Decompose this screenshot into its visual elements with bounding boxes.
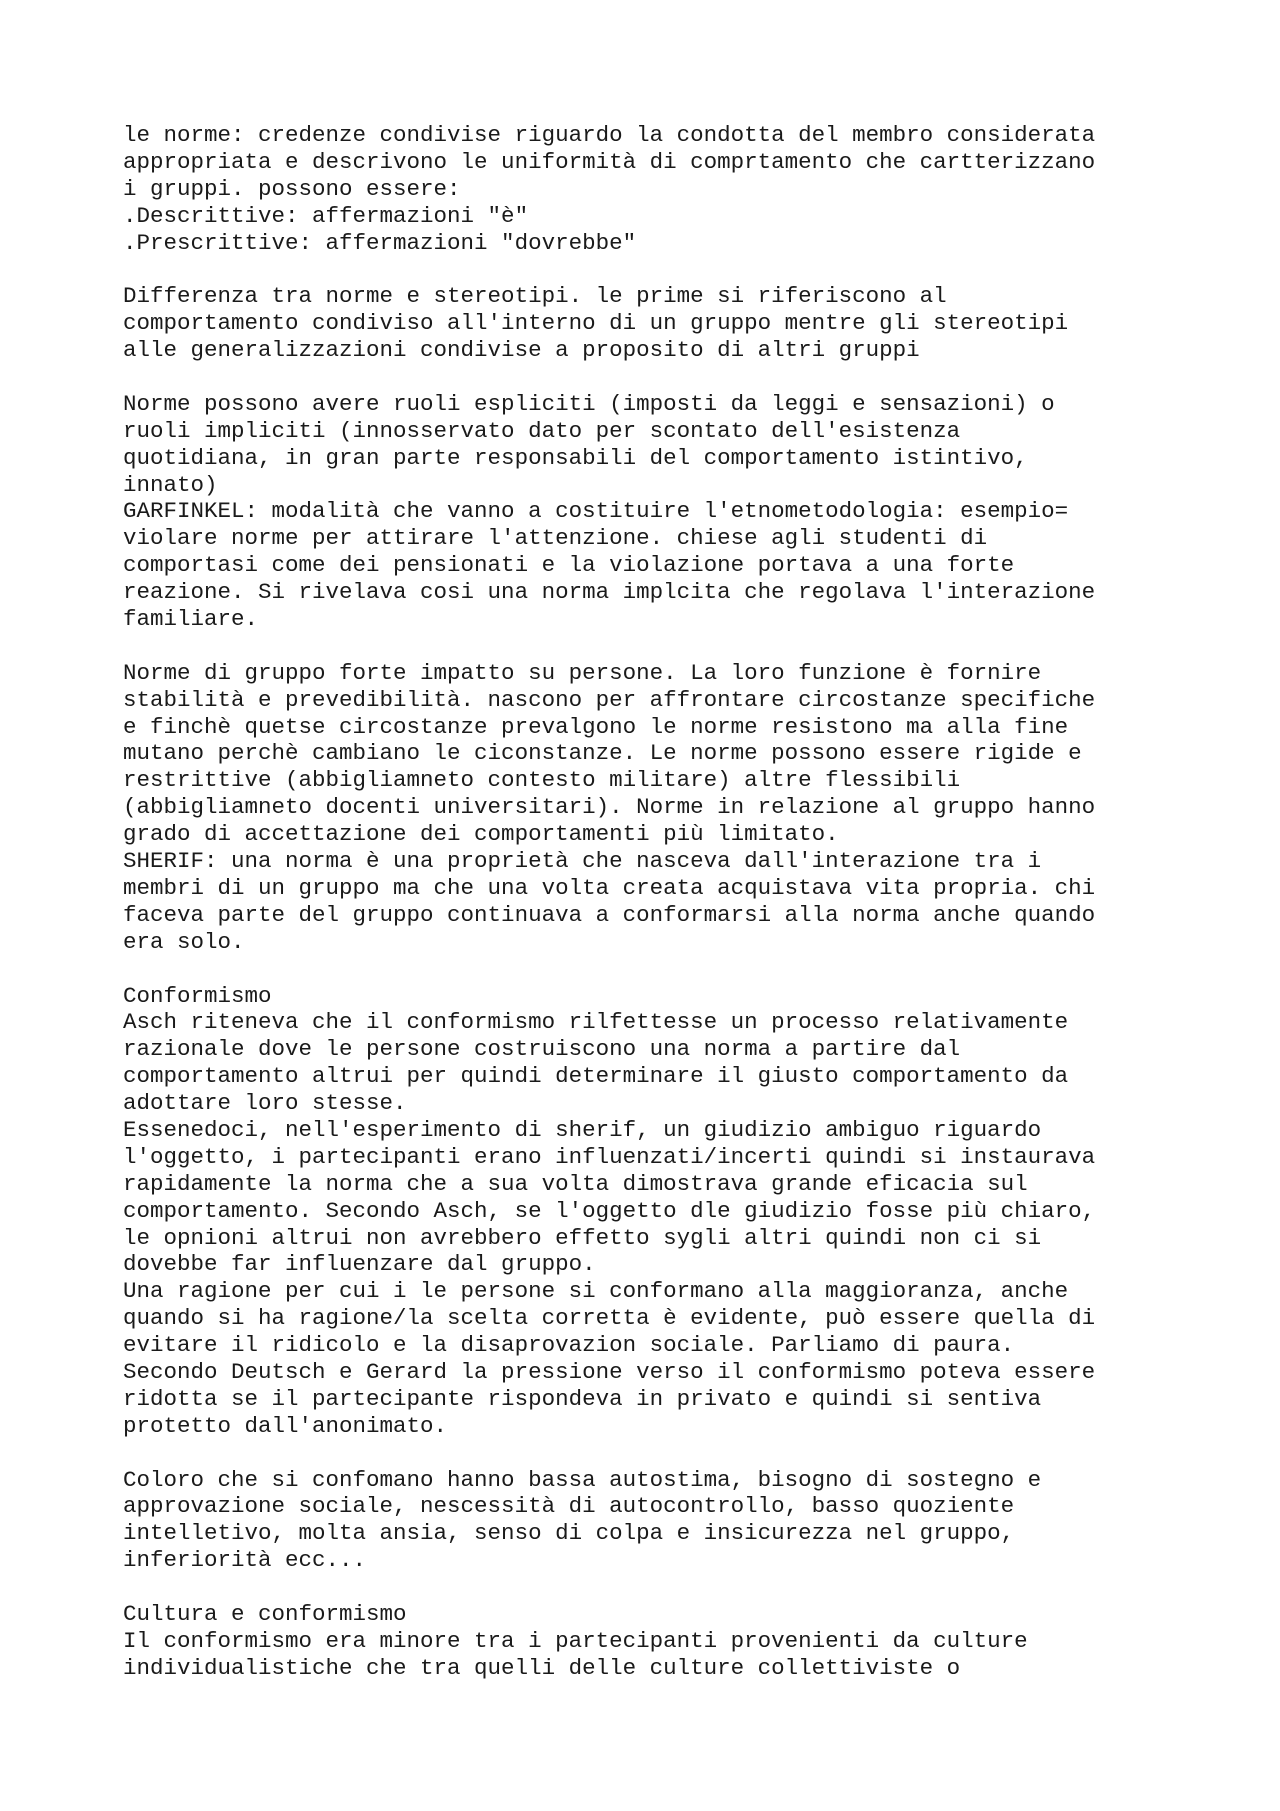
text-line: i gruppi. possono essere: (123, 175, 461, 202)
text-line: Differenza tra norme e stereotipi. le prime si riferiscono al (123, 283, 947, 310)
text-line: comportasi come dei pensionati e la violazione portava a una forte (123, 552, 1015, 579)
text-line: l'oggetto, i partecipanti erano influenzati/incerti quindi si instaurava (123, 1143, 1096, 1170)
text-line: ridotta se il partecipante rispondeva in privato e quindi si sentiva (123, 1385, 1042, 1412)
text-line (123, 256, 1243, 283)
text-line: appropriata e descrivono le uniformità di comprtamento che cartterizzano (123, 148, 1096, 175)
text-line: comportamento. Secondo Asch, se l'oggetto dle giudizio fosse più chiaro, (123, 1197, 1096, 1224)
text-line: faceva parte del gruppo continuava a conformarsi alla norma anche quando (123, 901, 1096, 928)
text-line: grado di accettazione dei comportamenti più limitato. (123, 821, 839, 848)
text-line (123, 1440, 1243, 1467)
text-line: Norme possono avere ruoli espliciti (imposti da leggi e sensazioni) o (123, 390, 1055, 417)
text-line: quotidiana, in gran parte responsabili del comportamento istintivo, (123, 444, 1028, 471)
text-line: Asch riteneva che il conformismo rilfettesse un processo relativamente (123, 1009, 1069, 1036)
text-line: individualistiche che tra quelli delle culture collettiviste o (123, 1654, 961, 1681)
text-line: stabilità e prevedibilità. nascono per affrontare circostanze specifiche (123, 686, 1096, 713)
text-line: intelletivo, molta ansia, senso di colpa e insicurezza nel gruppo, (123, 1520, 1015, 1547)
text-line: le opnioni altrui non avrebbero effetto sygli altri quindi non ci si (123, 1224, 1042, 1251)
text-line: protetto dall'anonimato. (123, 1412, 448, 1439)
text-line: era solo. (123, 928, 245, 955)
text-line: .Prescrittive: affermazioni "dovrebbe" (123, 229, 637, 256)
text-line (123, 364, 1243, 391)
text-line: membri di un gruppo ma che una volta creata acquistava vita propria. chi (123, 874, 1096, 901)
text-line: ruoli impliciti (innosservato dato per scontato dell'esistenza (123, 417, 961, 444)
text-line: GARFINKEL: modalità che vanno a costituire l'etnometodologia: esempio= (123, 498, 1069, 525)
text-line (123, 1574, 1243, 1601)
text-line: alle generalizzazioni condivise a proposito di altri gruppi (123, 337, 920, 364)
text-line: rapidamente la norma che a sua volta dimostrava grande eficacia sul (123, 1170, 1028, 1197)
text-line: inferiorità ecc... (123, 1547, 367, 1574)
text-line: reazione. Si rivelava cosi una norma implcita che regolava l'interazione (123, 579, 1096, 606)
text-line: violare norme per attirare l'attenzione. chiese agli studenti di (123, 525, 988, 552)
text-line: (abbigliamneto docenti universitari). Norme in relazione al gruppo hanno (123, 794, 1096, 821)
text-line: comportamento altrui per quindi determinare il giusto comportamento da (123, 1063, 1069, 1090)
text-line: dovebbe far influenzare dal gruppo. (123, 1251, 596, 1278)
text-line: Il conformismo era minore tra i partecipanti provenienti da culture (123, 1627, 1028, 1654)
text-line: Conformismo (123, 982, 272, 1009)
text-line: .Descrittive: affermazioni "è" (123, 202, 529, 229)
text-line: approvazione sociale, nescessità di autocontrollo, basso quoziente (123, 1493, 1015, 1520)
text-line: Norme di gruppo forte impatto su persone. La loro funzione è fornire (123, 659, 1042, 686)
text-line: comportamento condiviso all'interno di un gruppo mentre gli stereotipi (123, 310, 1069, 337)
text-line: SHERIF: una norma è una proprietà che nasceva dall'interazione tra i (123, 848, 1042, 875)
document-body (123, 122, 1243, 1682)
text-line: Cultura e conformismo (123, 1600, 407, 1627)
text-line: evitare il ridicolo e la disaprovazion sociale. Parliamo di paura. (123, 1332, 1015, 1359)
text-line: quando si ha ragione/la scelta corretta è evidente, può essere quella di (123, 1305, 1096, 1332)
text-line: restrittive (abbigliamneto contesto militare) altre flessibili (123, 767, 961, 794)
text-line: razionale dove le persone costruiscono una norma a partire dal (123, 1036, 961, 1063)
text-line: e finchè quetse circostanze prevalgono le norme resistono ma alla fine (123, 713, 1069, 740)
text-line (123, 633, 1243, 660)
text-line: le norme: credenze condivise riguardo la condotta del membro considerata (123, 122, 1096, 148)
text-line: mutano perchè cambiano le ciconstanze. Le norme possono essere rigide e (123, 740, 1082, 767)
text-line: Secondo Deutsch e Gerard la pressione verso il conformismo poteva essere (123, 1358, 1096, 1385)
text-line: innato) (123, 471, 218, 498)
text-line: Coloro che si confomano hanno bassa autostima, bisogno di sostegno e (123, 1466, 1042, 1493)
text-line: adottare loro stesse. (123, 1090, 407, 1117)
text-line: familiare. (123, 606, 259, 633)
text-line: Essenedoci, nell'esperimento di sherif, un giudizio ambiguo riguardo (123, 1116, 1042, 1143)
text-line: Una ragione per cui i le persone si conformano alla maggioranza, anche (123, 1278, 1069, 1305)
text-line (123, 956, 1243, 983)
